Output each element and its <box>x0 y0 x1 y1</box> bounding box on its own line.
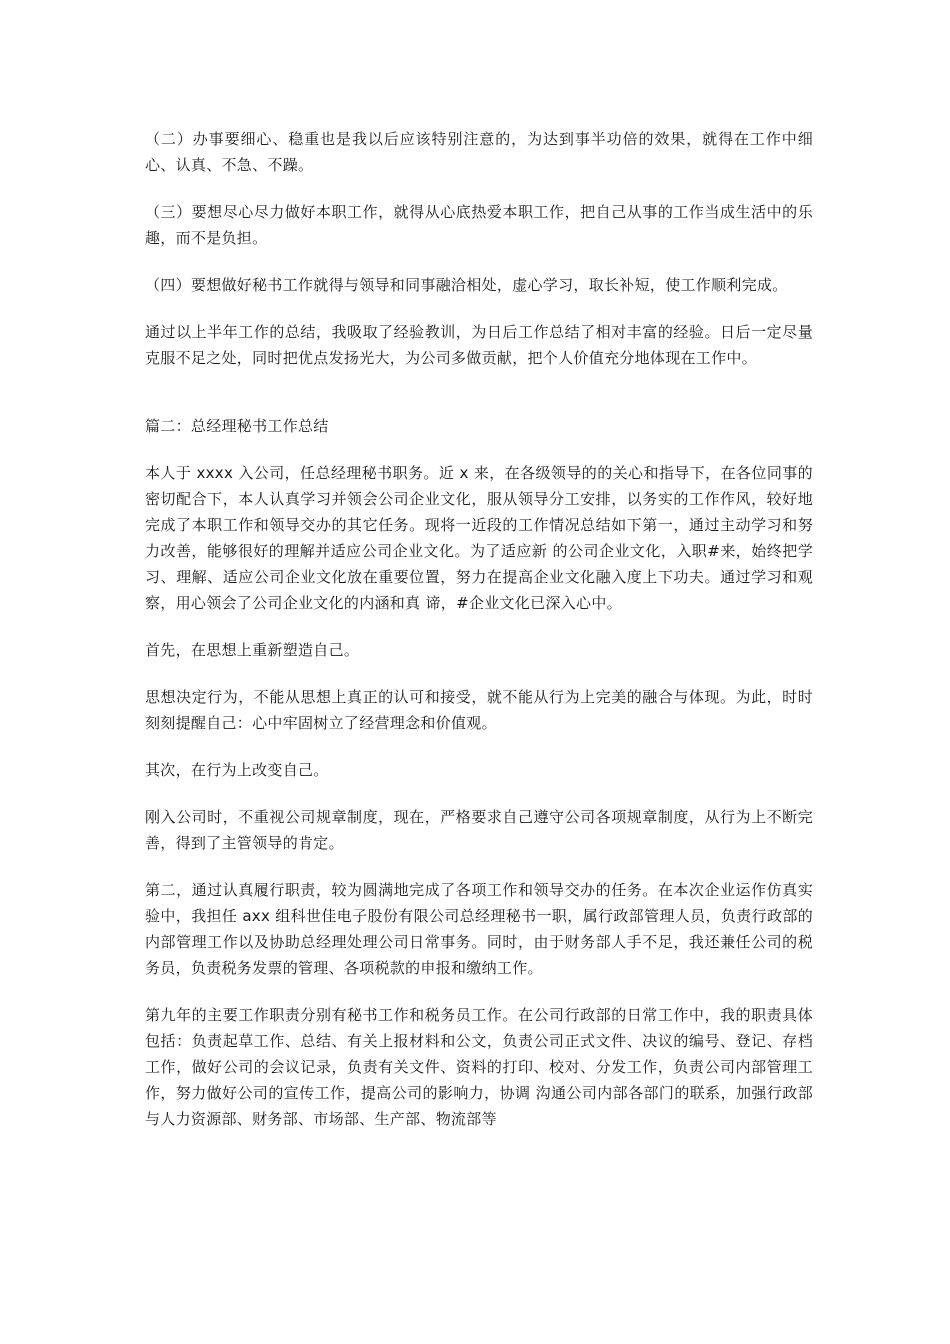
section-heading: 篇二：总经理秘书工作总结 <box>145 417 329 435</box>
paragraph-3: （三）要想尽心尽力做好本职工作，就得从心底热爱本职工作，把自己从事的工作当成生活中的乐趣，而不是负担。 <box>145 203 813 247</box>
paragraph-second: 其次，在行为上改变自己。 <box>145 761 329 779</box>
document-body <box>145 126 813 1153</box>
summary-paragraph: 通过以上半年工作的总结，我吸取了经验教训，为日后工作总结了相对丰富的经验。日后一定尽量克服不足之处，同时把优点发扬光大，为公司多做贡献，把个人价值充分地体现在工作中。 <box>145 323 813 367</box>
intro-paragraph: 本人于 xxxx 入公司，任总经理秘书职务。近 x 来，在各级领导的的关心和指导下，在各位同事的密切配合下，本人认真学习并领会公司企业文化，服从领导分工安排，以务实的工作作风，较好地完成了本职工作和领导交办的其它任务。现将一近段的工作情况总结如下第一，通过主动学习和努力改善，能够很好的理解并适应公司企业文化。为了适应新 的公司企业文化，入职#来，始终把学习、理解、适应公司企业文化放在重要位置，努力在提高企业文化融入度上下功夫。通过学习和观察，用心领会了公司企业文化的内涵和真 谛，#企业文化已深入心中。 <box>145 464 813 612</box>
paragraph-4: （四）要想做好秘书工作就得与领导和同事融洽相处，虚心学习，取长补短，使工作顺利完成。 <box>145 276 788 294</box>
paragraph-responsibilities: 第九年的主要工作职责分别有秘书工作和税务员工作。在公司行政部的日常工作中，我的职责具体包括：负责起草工作、总结、有关上报材料和公文，负责公司正式文件、决议的编号、登记、存档工作，做好公司的会议记录，负责有关文件、资料的打印、校对、分发工作，负责公司内部管理工作，努力做好公司的宣传工作，提高公司的影响力，协调 沟通公司内部各部门的联系，加强行政部与人力资源部、财务部、市场部、生产部、物流部等 <box>145 1006 813 1128</box>
paragraph-thought: 思想决定行为，不能从思想上真正的认可和接受，就不能从行为上完美的融合与体现。为此，时时刻刻提醒自己：心中牢固树立了经营理念和价值观。 <box>145 688 813 732</box>
paragraph-rules: 刚入公司时，不重视公司规章制度，现在，严格要求自己遵守公司各项规章制度，从行为上不断完善，得到了主管领导的肯定。 <box>145 808 813 852</box>
paragraph-duties: 第二，通过认真履行职责，较为圆满地完成了各项工作和领导交办的任务。在本次企业运作仿真实验中，我担任 axx 组科世佳电子股份有限公司总经理秘书一职，属行政部管理人员，负责行政部的内部管理工作以及协助总经理处理公司日常事务。同时，由于财务部人手不足，我还兼任公司的税务员，负责税务发票的管理、各项税款的申报和缴纳工作。 <box>145 881 813 977</box>
paragraph-first: 首先，在思想上重新塑造自己。 <box>145 641 360 659</box>
paragraph-2: （二）办事要细心、稳重也是我以后应该特别注意的，为达到事半功倍的效果，就得在工作中细心、认真、不急、不躁。 <box>145 130 813 174</box>
